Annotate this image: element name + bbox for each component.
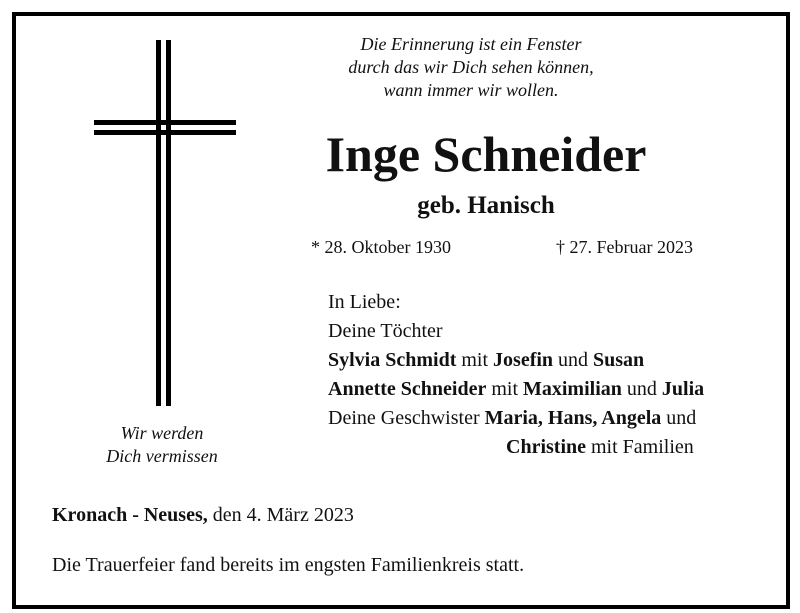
mourners-list bbox=[328, 288, 704, 462]
quote-line: Die Erinnerung ist ein Fenster bbox=[360, 34, 582, 54]
maiden-name: geb. Hanisch bbox=[417, 192, 555, 219]
mourner-name: Susan bbox=[593, 349, 645, 371]
mourner-name: Josefin bbox=[493, 349, 554, 371]
mourner-name: Julia bbox=[661, 378, 705, 400]
siblings-line-cont bbox=[328, 433, 704, 462]
mourner-name: Maximilian bbox=[523, 378, 622, 400]
cross-icon bbox=[94, 40, 242, 406]
mourner-name: Sylvia Schmidt bbox=[328, 349, 457, 371]
connector: und bbox=[661, 407, 697, 429]
mourner-line-annette bbox=[328, 375, 704, 404]
sibling-name: Christine bbox=[506, 436, 586, 458]
sibling-names: Maria, Hans, Angela bbox=[484, 407, 662, 429]
deceased-name: Inge Schneider bbox=[325, 126, 647, 182]
quote-line: durch das wir Dich sehen können, bbox=[348, 57, 594, 77]
farewell-text bbox=[82, 422, 242, 468]
place-location: Kronach - Neuses, bbox=[52, 504, 208, 526]
obituary-notice bbox=[12, 12, 790, 609]
siblings-line bbox=[328, 404, 704, 433]
mourner-line-sylvia bbox=[328, 346, 704, 375]
death-date: † 27. Februar 2023 bbox=[556, 237, 693, 257]
farewell-line: Wir werden bbox=[120, 423, 204, 443]
memorial-quote bbox=[311, 33, 631, 102]
funeral-note: Die Trauerfeier fand bereits im engsten Familienkreis statt. bbox=[52, 554, 525, 576]
connector: mit bbox=[456, 349, 494, 371]
connector: und bbox=[621, 378, 662, 400]
farewell-line: Dich vermissen bbox=[106, 446, 218, 466]
connector: und bbox=[553, 349, 594, 371]
quote-line: wann immer wir wollen. bbox=[383, 80, 559, 100]
place-and-date bbox=[52, 503, 354, 527]
siblings-label: Deine Geschwister bbox=[328, 407, 485, 429]
connector: mit bbox=[486, 378, 523, 400]
siblings-suffix: mit Familien bbox=[586, 436, 694, 458]
notice-date: den 4. März 2023 bbox=[207, 504, 354, 526]
mourners-intro: In Liebe: bbox=[328, 291, 401, 313]
daughters-label: Deine Töchter bbox=[328, 320, 443, 342]
birth-date: * 28. Oktober 1930 bbox=[311, 237, 451, 257]
mourner-name: Annette Schneider bbox=[328, 378, 487, 400]
